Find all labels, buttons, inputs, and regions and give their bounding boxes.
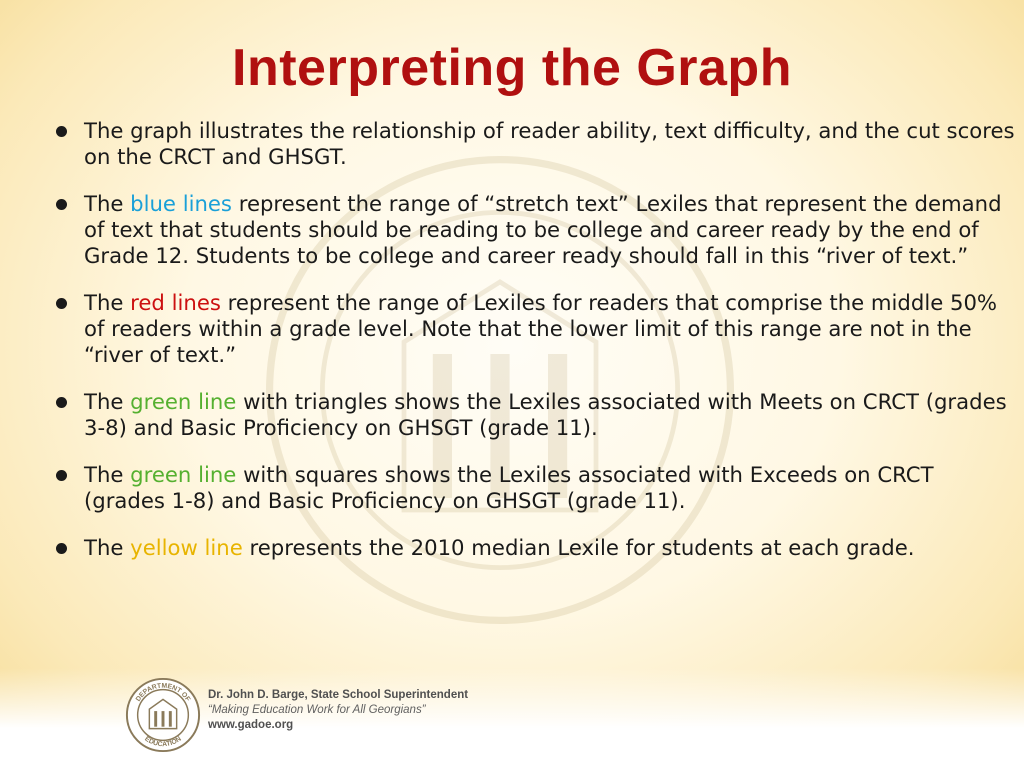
bullet-text: The [84,535,131,560]
bullet-item [56,389,1016,441]
bullet-text: represent the range of “stretch text” Lexiles that represent the demand of text that students should be reading to be college and career ready by the end of Grade 12. Students to be college and career ready should fall in this “river of text.” [84,191,1002,268]
bullet-dot-icon [56,298,67,309]
bullet-dot-icon [56,126,67,137]
logo-top-text: DEPARTMENT OF [134,682,192,703]
highlight-yellow-text: yellow line [130,535,243,560]
bullet-item [56,118,1016,170]
bullet-dot-icon [56,470,67,481]
bullet-text: The [84,462,131,487]
footer-url[interactable]: www.gadoe.org [208,719,294,731]
bullet-item [56,535,1016,561]
bullet-dot-icon [56,199,67,210]
bullet-text: with squares shows the Lexiles associated with Exceeds on CRCT (grades 1-8) and Basic Proficiency on GHSGT (grade 11). [84,462,934,513]
bullet-text: The [84,389,131,414]
logo-bottom-text: EDUCATION [143,735,183,749]
footer [0,668,1024,768]
highlight-green-text: green line [130,462,237,487]
bullet-text: The [84,191,131,216]
footer-text-block [208,688,468,733]
slide-title: Interpreting the Graph [232,39,792,97]
bullet-text: represent the range of Lexiles for readers that comprise the middle 50% of readers within a grade level. Note that the lower limit of this range are not in the “river of text.” [84,290,998,367]
bullet-text: with triangles shows the Lexiles associated with Meets on CRCT (grades 3-8) and Basic Proficiency on GHSGT (grade 11). [84,389,1007,440]
bullet-text: represents the 2010 median Lexile for students at each grade. [242,535,915,560]
department-of-education-seal-icon [124,676,202,754]
highlight-blue-text: blue lines [130,191,232,216]
bullet-list [56,118,1016,582]
bullet-text: The graph illustrates the relationship of reader ability, text difficulty, and the cut scores on the CRCT and GHSGT. [84,118,1015,169]
bullet-dot-icon [56,543,67,554]
bullet-dot-icon [56,397,67,408]
bullet-text: The [84,290,131,315]
bullet-item [56,462,1016,514]
highlight-green-text: green line [130,389,237,414]
footer-motto: “Making Education Work for All Georgians” [208,704,426,716]
superintendent-name: Dr. John D. Barge, State School Superintendent [208,689,469,701]
highlight-red-text: red lines [130,290,221,315]
bullet-item [56,290,1016,368]
bullet-item [56,191,1016,269]
